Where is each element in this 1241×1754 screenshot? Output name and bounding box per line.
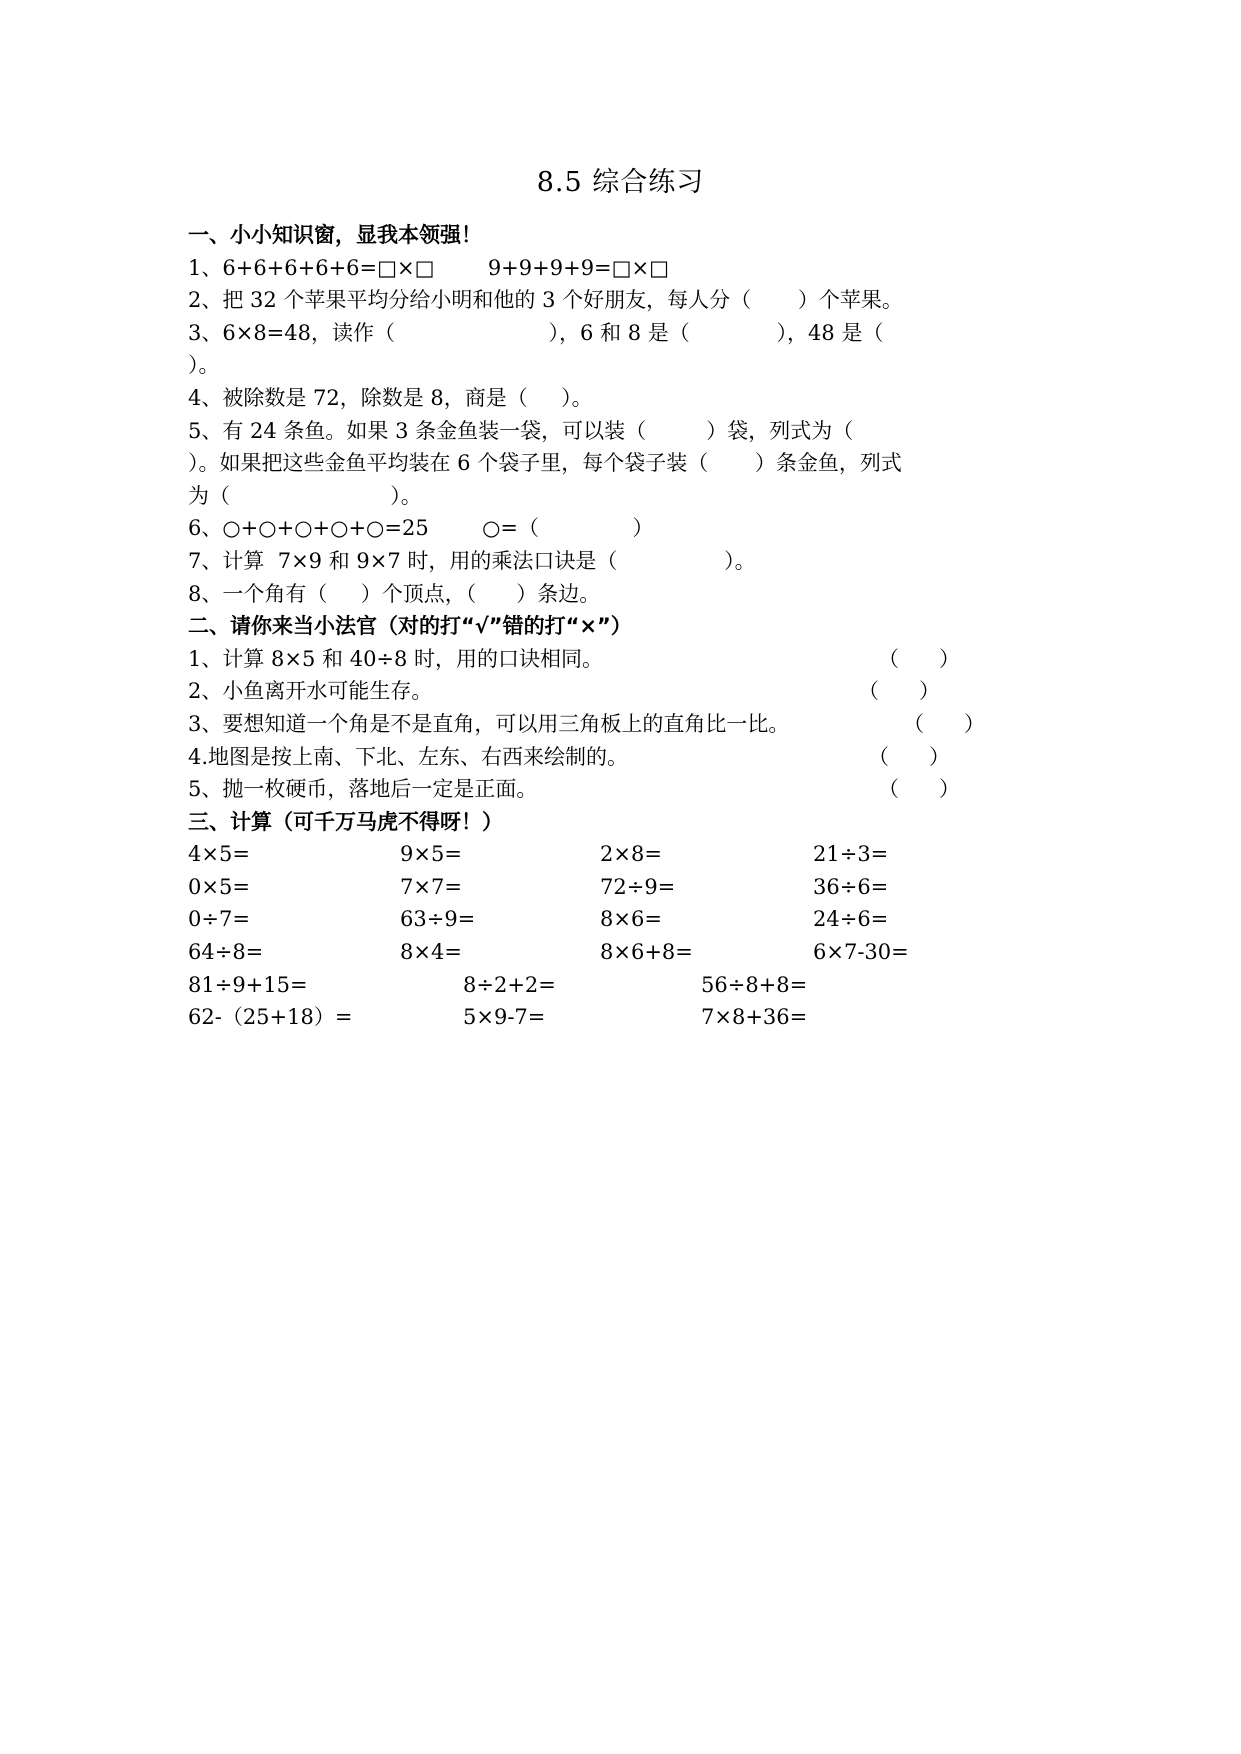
judge-item-answer-blank: （ ）	[868, 744, 951, 769]
judge-item	[188, 741, 1058, 774]
judge-item-text: 3、要想知道一个角是不是直角，可以用三角板上的直角比一比。	[188, 711, 790, 736]
calc-problem: 64÷8=	[188, 940, 264, 965]
judge-item-text: 5、抛一枚硬币，落地后一定是正面。	[188, 777, 538, 802]
calc-row	[188, 969, 1058, 1002]
calc-problem: 63÷9=	[400, 907, 476, 932]
question-1-8: 8、一个角有（ ）个顶点，（ ）条边。	[188, 581, 601, 606]
question-1-1: 1、6+6+6+6+6=□×□ 9+9+9+9=□×□	[188, 255, 669, 280]
calc-row	[188, 871, 1058, 904]
judge-item-answer-blank: （ ）	[878, 777, 961, 802]
question-1-7: 7、计算 7×9 和 9×7 时，用的乘法口诀是（ ）。	[188, 548, 756, 573]
calc-problem: 0÷7=	[188, 907, 250, 932]
judge-item-answer-blank: （ ）	[858, 679, 941, 704]
section3-heading: 三、计算（可千万马虎不得呀！）	[188, 809, 503, 834]
calc-row	[188, 936, 1058, 969]
calc-problem: 8×6=	[600, 907, 662, 932]
question-1-5-line3: 为（ ）。	[188, 483, 422, 508]
section2-heading: 二、请你来当小法官（对的打“√”错的打“×”）	[188, 614, 632, 639]
judge-item-answer-blank: （ ）	[903, 711, 986, 736]
calc-problem: 7×8+36=	[701, 1005, 808, 1030]
judge-item	[188, 643, 1058, 676]
page-title: 8.5 综合练习	[536, 167, 705, 198]
calc-problem: 8×6+8=	[600, 940, 693, 965]
calc-problem: 6×7-30=	[813, 940, 909, 965]
calc-problem: 7×7=	[400, 874, 462, 899]
judge-item-text: 1、计算 8×5 和 40÷8 时，用的口诀相同。	[188, 646, 604, 671]
calc-problem: 56÷8+8=	[701, 972, 808, 997]
calc-problem: 8×4=	[400, 940, 462, 965]
calc-problem: 0×5=	[188, 874, 250, 899]
calc-problem: 21÷3=	[813, 842, 889, 867]
question-1-3-line2: ）。	[188, 353, 220, 378]
calc-row	[188, 838, 1058, 871]
question-1-3-line1: 3、6×8=48，读作（ ），6 和 8 是（ ），48 是（	[188, 320, 884, 345]
calc-problem: 62-（25+18）=	[188, 1005, 353, 1030]
section1-heading: 一、小小知识窗，显我本领强！	[188, 223, 482, 247]
judge-item	[188, 708, 1058, 741]
question-1-4: 4、被除数是 72，除数是 8，商是（ ）。	[188, 385, 593, 410]
question-1-2: 2、把 32 个苹果平均分给小明和他的 3 个好朋友，每人分（ ）个苹果。	[188, 288, 903, 313]
calc-problem: 4×5=	[188, 842, 250, 867]
calc-problem: 8÷2+2=	[463, 972, 556, 997]
judge-item	[188, 675, 1058, 708]
calc-problem: 36÷6=	[813, 874, 889, 899]
calc-row	[188, 903, 1058, 936]
calc-problem: 24÷6=	[813, 907, 889, 932]
calc-problem: 72÷9=	[600, 874, 676, 899]
question-1-5-line2: ）。如果把这些金鱼平均装在 6 个袋子里，每个袋子装（ ）条金鱼，列式	[188, 451, 902, 476]
question-1-5-line1: 5、有 24 条鱼。如果 3 条金鱼装一袋，可以装（ ）袋，列式为（	[188, 418, 854, 443]
calc-problem: 9×5=	[400, 842, 462, 867]
judge-item-answer-blank: （ ）	[878, 646, 961, 671]
question-1-6: 6、○+○+○+○+○=25 ○=（ ）	[188, 516, 654, 541]
judge-item-text: 4.地图是按上南、下北、左东、右西来绘制的。	[188, 744, 629, 769]
judge-item	[188, 773, 1058, 806]
calc-problem: 81÷9+15=	[188, 972, 308, 997]
calc-problem: 2×8=	[600, 842, 662, 867]
calc-problem: 5×9-7=	[463, 1005, 546, 1030]
worksheet-content	[188, 219, 1058, 1034]
calc-row	[188, 1001, 1058, 1034]
judge-item-text: 2、小鱼离开水可能生存。	[188, 679, 433, 704]
